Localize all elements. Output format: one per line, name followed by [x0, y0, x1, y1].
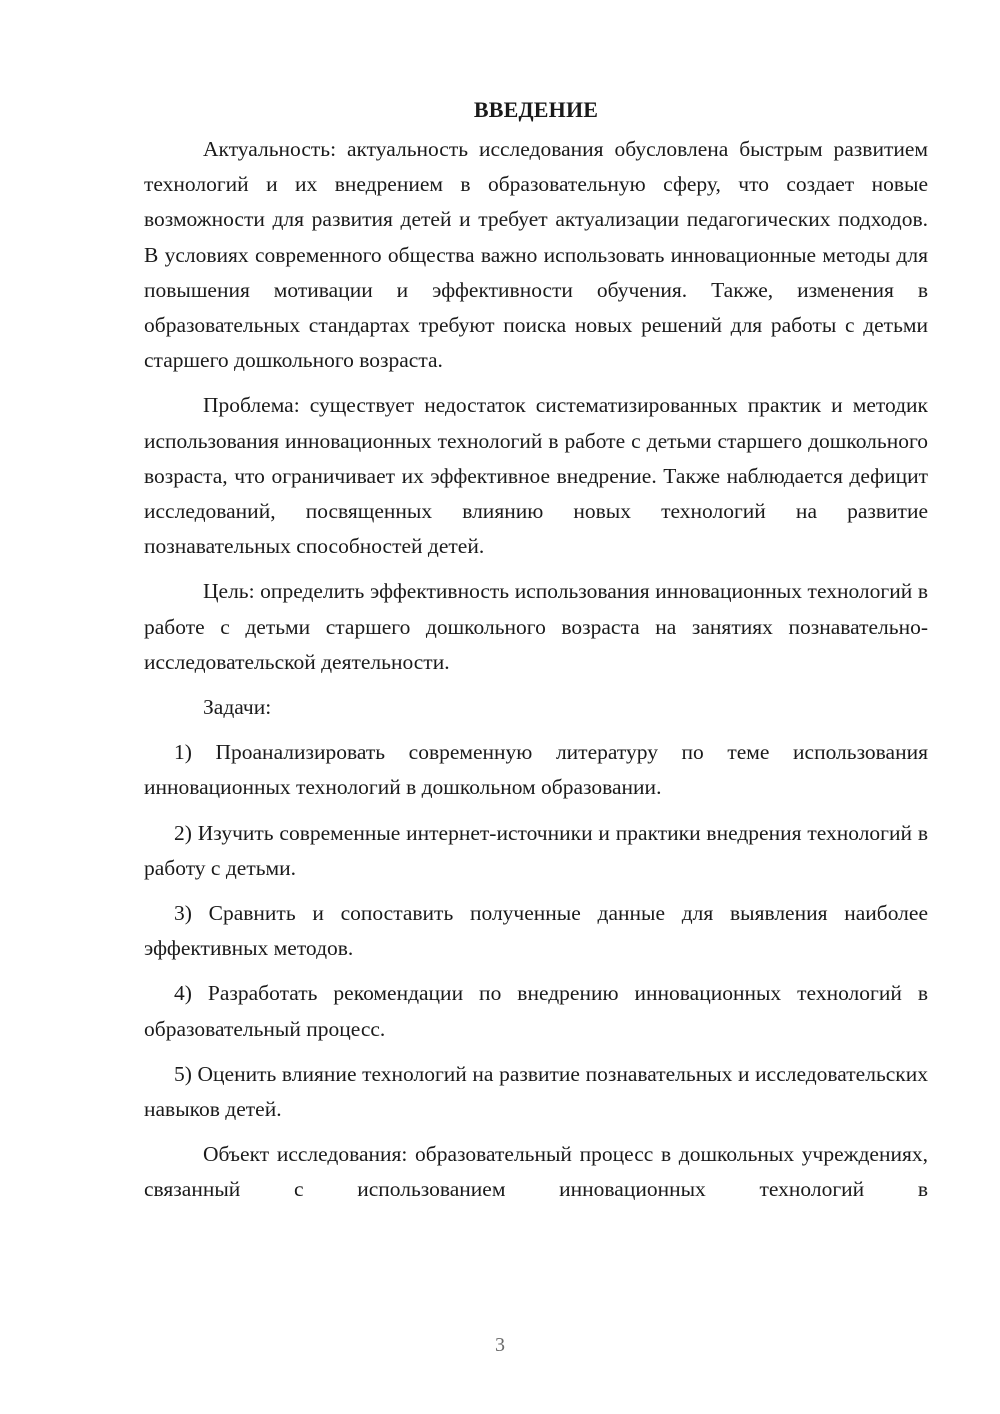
list-item: 5) Оценить влияние технологий на развитие познавательных и исследовательских навыков детей. — [144, 1061, 928, 1122]
paragraph-object: Объект исследования: образовательный процесс в дошкольных учреждениях, связанный с использованием инновационных технологий в — [144, 1142, 928, 1202]
paragraph-problem: Проблема: существует недостаток систематизированных практик и методик использования инновационных технологий в работе с детьми старшего дошкольного возраста, что ограничивает их эффективное внедрение. Также наблюдается дефицит исследований, посвященных влиянию новых технологий на развитие познавательных способностей детей. — [144, 393, 928, 559]
list-item: 4) Разработать рекомендации по внедрению инновационных технологий в образовательный процесс. — [144, 981, 928, 1041]
list-item: 1) Проанализировать современную литературу по теме использования инновационных технологий в дошкольном образовании. — [144, 740, 928, 800]
paragraph-relevance: Актуальность: актуальность исследования обусловлена быстрым развитием технологий и их внедрением в образовательную сферу, что создает новые возможности для развития детей и требует актуализации педагогических подходов. В условиях современного общества важно использовать инновационные методы для повышения мотивации и эффективности обучения. Также, изменения в образовательных стандартах требуют поиска новых решений для работы с детьми старшего дошкольного возраста. — [144, 137, 928, 373]
section-title: ВВЕДЕНИЕ — [473, 97, 599, 122]
document-page — [144, 92, 928, 1218]
list-item: 2) Изучить современные интернет-источники и практики внедрения технологий в работу с детьми. — [144, 820, 928, 880]
tasks-list — [144, 735, 928, 1127]
tasks-heading: Задачи: — [203, 695, 272, 720]
page-number: 3 — [495, 1334, 505, 1356]
paragraph-goal: Цель: определить эффективность использования инновационных технологий в работе с детьми старшего дошкольного возраста на занятиях познавательно-исследовательской деятельности. — [144, 579, 928, 674]
list-item: 3) Сравнить и сопоставить полученные данные для выявления наиболее эффективных методов. — [144, 901, 928, 961]
